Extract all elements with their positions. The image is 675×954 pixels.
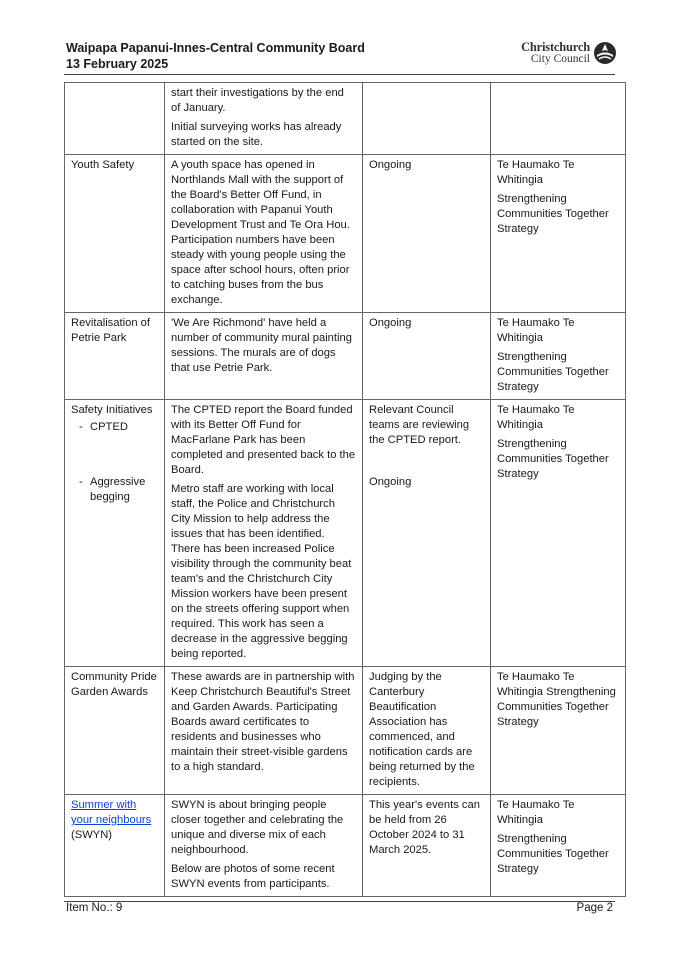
summer-with-your-neighbours-link[interactable]: Summer with your neighbours (71, 799, 152, 826)
strategy-cell: Te Haumako Te Whitingia Strengthening Communities Together Strategy (491, 667, 626, 795)
project-cell: Safety Initiatives - CPTED - Aggressive begging (65, 400, 165, 667)
table-row (65, 83, 626, 155)
sub-item: - CPTED (79, 421, 128, 433)
status-cell: Relevant Council teams are reviewing the CPTED report. Ongoing (363, 400, 491, 667)
table-row (65, 795, 626, 897)
logo-line-1: Christchurch (521, 40, 590, 54)
strategy-cell (491, 83, 626, 155)
status-cell: Judging by the Canterbury Beautification Association has commenced, and notification cards are being returned by the recipients. (363, 667, 491, 795)
project-cell (65, 795, 165, 897)
cathedral-logo-icon (593, 41, 617, 65)
progress-table (64, 82, 626, 897)
footer-divider (64, 901, 615, 902)
sub-item: - Aggressive begging (79, 476, 146, 503)
update-cell: SWYN is about bringing people closer together and celebrating the unique and diverse mix of each neighbourhood. Below are photos of some recent SWYN events from participants. (165, 795, 363, 897)
board-title: Waipapa Papanui-Innes-Central Community Board (66, 41, 365, 55)
logo-line-2: City Council (530, 53, 590, 65)
update-cell: A youth space has opened in Northlands Mall with the support of the Board's Better Off Fund, in collaboration with Papanui Youth Development Trust and Te Ora Hou. Participation numbers have been steady with young people using the space after school hours, often prior to catching buses from the bus exchange. (165, 155, 363, 313)
strategy-cell: Te Haumako Te Whitingia Strengthening Communities Together Strategy (491, 155, 626, 313)
project-cell: Revitalisation of Petrie Park (65, 313, 165, 400)
item-number: Item No.: 9 (66, 902, 123, 914)
project-suffix: (SWYN) (71, 829, 113, 841)
update-cell: start their investigations by the end of January. Initial surveying works has already started on the site. (165, 83, 363, 155)
update-cell: These awards are in partnership with Keep Christchurch Beautiful's Street and Garden Awards. Participating Boards award certificates to residents and businesses who maintain their street-visible gardens to a high standard. (165, 667, 363, 795)
update-cell: 'We Are Richmond' have held a number of community mural painting sessions. The murals are of dogs that use Petrie Park. (165, 313, 363, 400)
status-cell: Ongoing (363, 313, 491, 400)
meeting-date: 13 February 2025 (66, 57, 169, 71)
status-cell: Ongoing (363, 155, 491, 313)
project-cell: Community Pride Garden Awards (65, 667, 165, 795)
status-cell: This year's events can be held from 26 October 2024 to 31 March 2025. (363, 795, 491, 897)
council-logo (521, 41, 617, 65)
project-cell: Youth Safety (65, 155, 165, 313)
strategy-cell: Te Haumako Te Whitingia Strengthening Communities Together Strategy (491, 400, 626, 667)
table-row (65, 313, 626, 400)
status-cell (363, 83, 491, 155)
project-cell (65, 83, 165, 155)
table-row (65, 155, 626, 313)
page-number: Page 2 (576, 902, 613, 914)
table-row (65, 667, 626, 795)
strategy-cell: Te Haumako Te Whitingia Strengthening Communities Together Strategy (491, 313, 626, 400)
header-divider (64, 74, 615, 75)
update-cell: The CPTED report the Board funded with its Better Off Fund for MacFarlane Park has been completed and presented back to the Board. Metro staff are working with local staff, the Police and Christchurch City Mission to help address the issues that has been identified. There has been increased Police visibility through the community beat team's and the Christchurch City Mission workers have been present on the streets offering support when required. This work has seen a decrease in the aggressive begging being reported. (165, 400, 363, 667)
table-row (65, 400, 626, 667)
strategy-cell: Te Haumako Te Whitingia Strengthening Communities Together Strategy (491, 795, 626, 897)
